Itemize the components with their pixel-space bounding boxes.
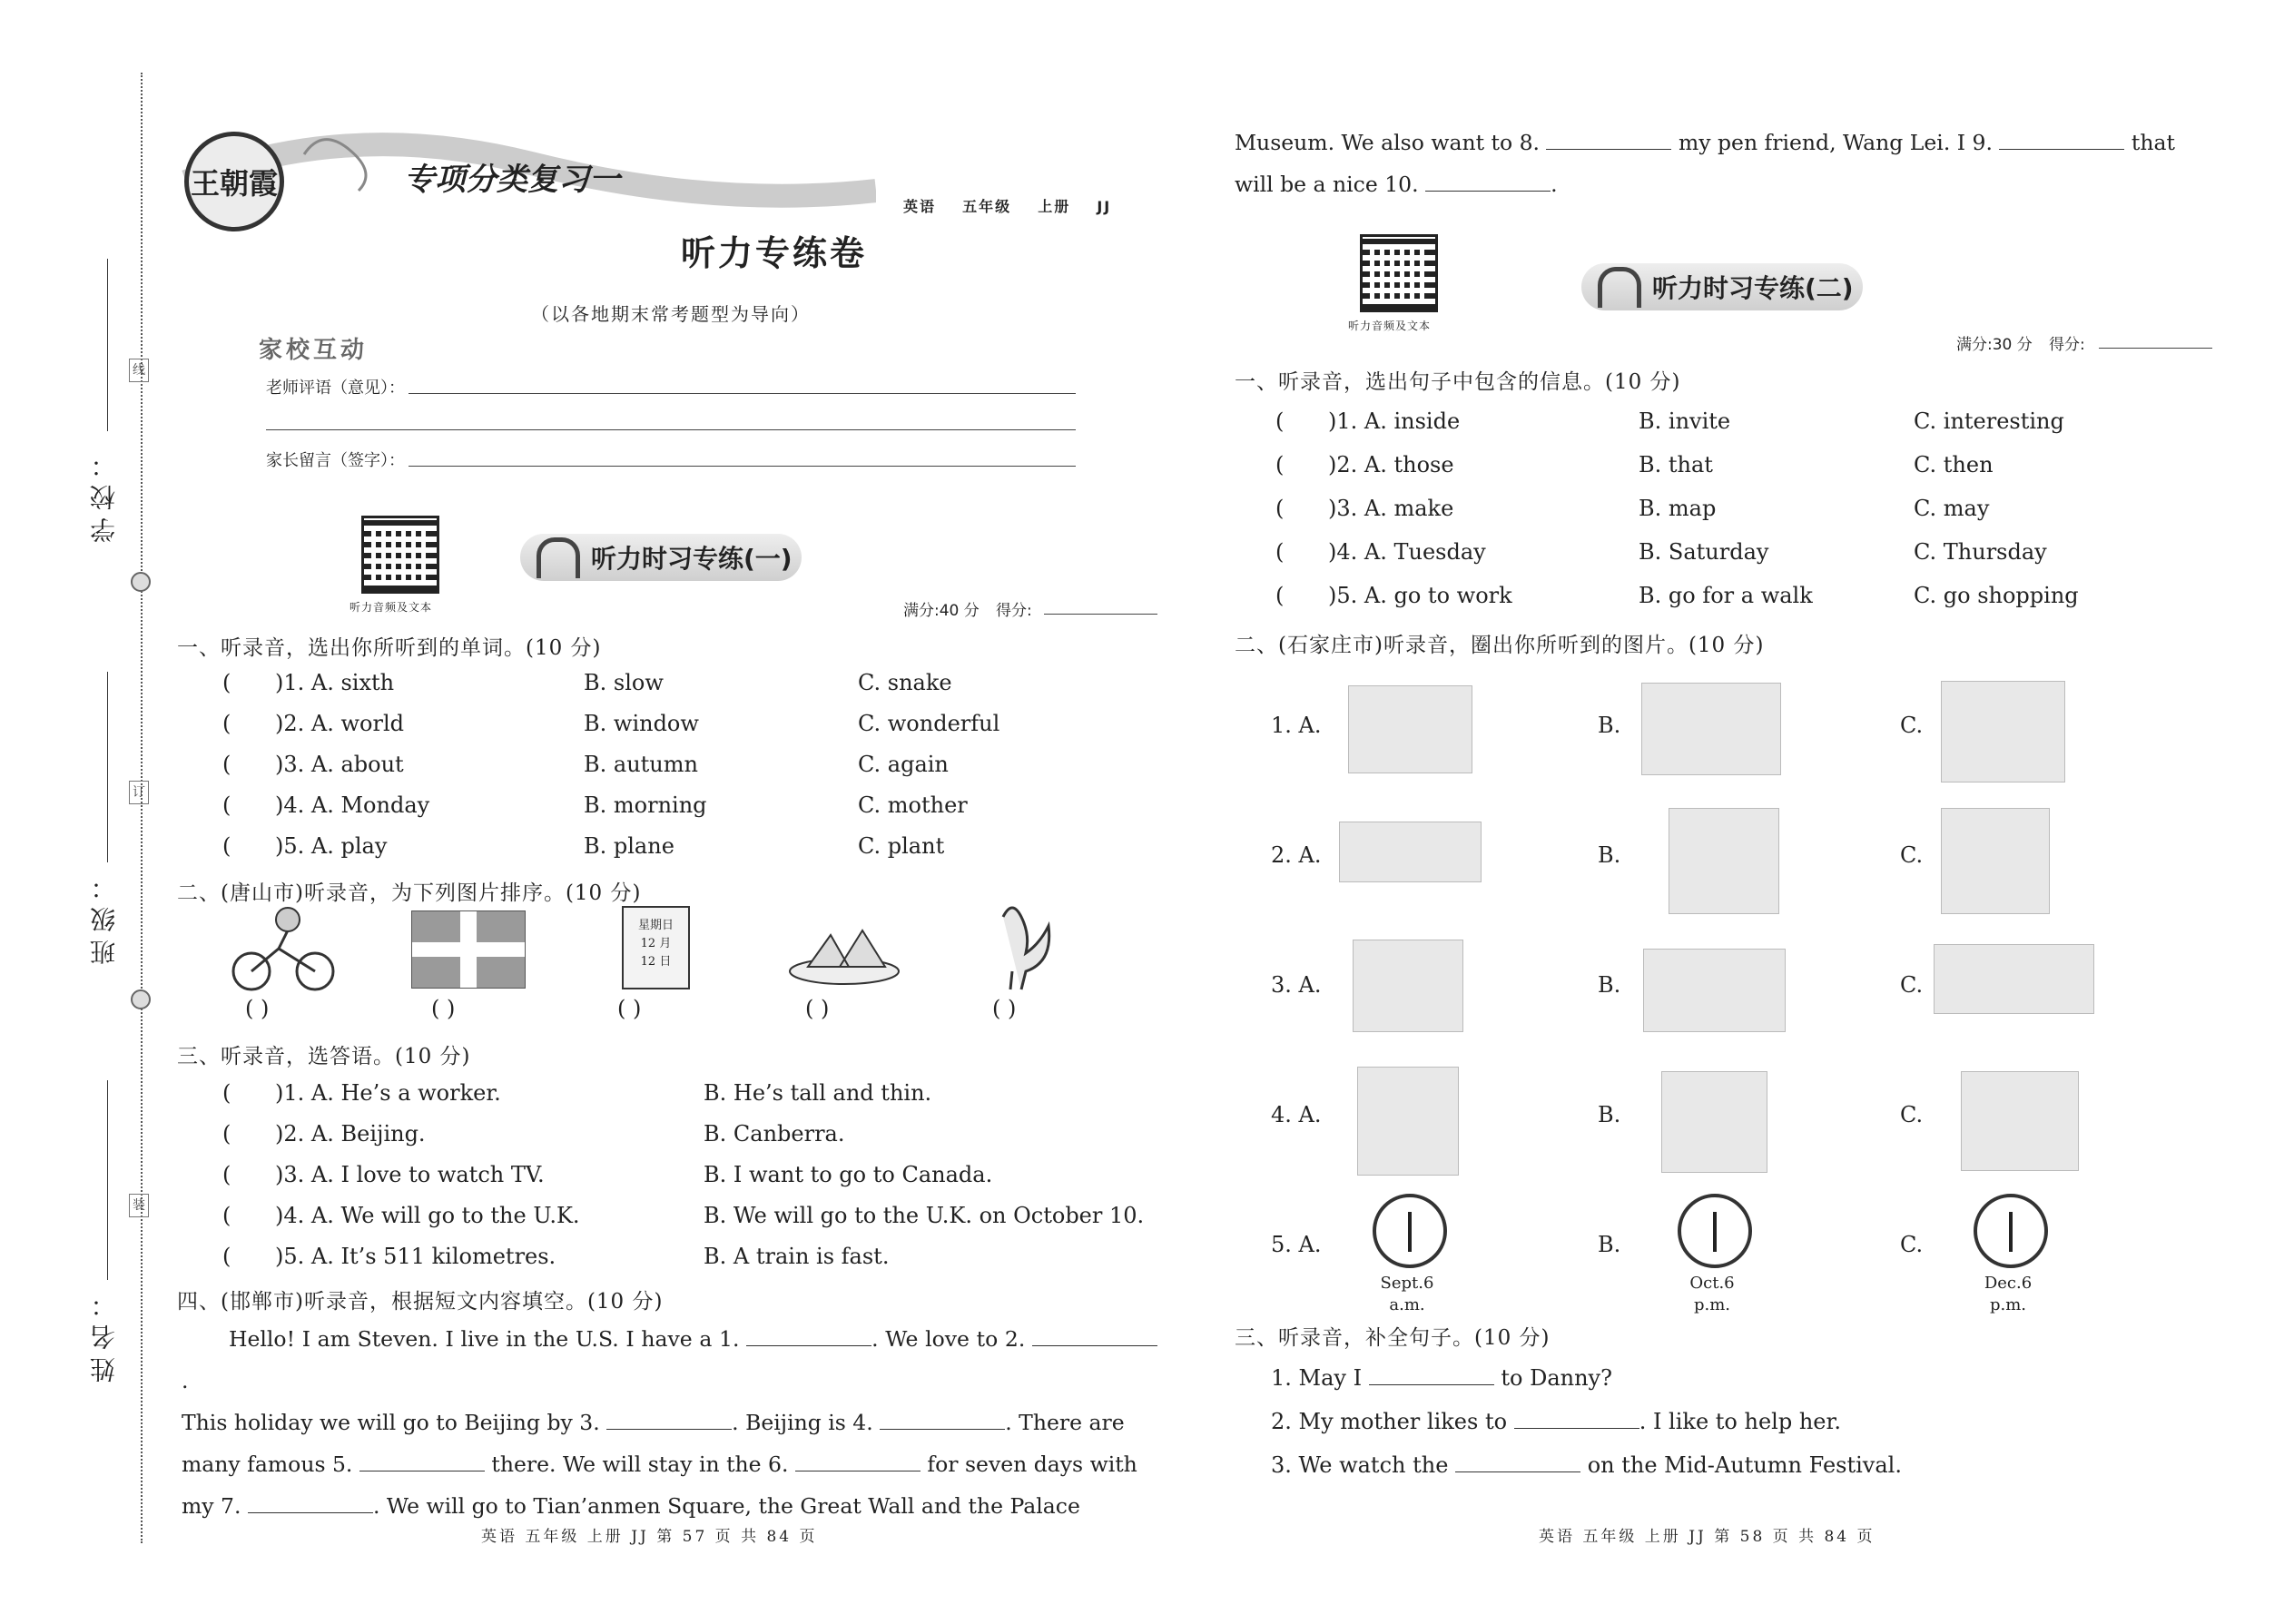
option-b[interactable]: B. We will go to the U.K. on October 10.	[704, 1203, 1145, 1228]
option-a[interactable]: )5. A. go to work	[1328, 583, 1512, 608]
option-c[interactable]: C. interesting	[1914, 408, 2064, 434]
answer-bracket[interactable]: (	[222, 1203, 231, 1228]
section-4-title: 四、(邯郸市)听录音，根据短文内容填空。(10 分)	[177, 1290, 664, 1314]
answer-bracket[interactable]: (	[222, 833, 231, 859]
blank-8[interactable]	[1546, 129, 1671, 150]
qr-caption: 听力音频及文本	[1348, 320, 1432, 332]
picture-label[interactable]: B.	[1598, 972, 1621, 998]
blank-9[interactable]	[1999, 129, 2124, 150]
sentence-row	[1271, 1408, 1841, 1434]
clock-icon[interactable]	[1678, 1194, 1752, 1268]
binding-hole	[131, 572, 151, 592]
picture-label[interactable]: 3. A.	[1271, 972, 1322, 998]
binding-mark: 订	[129, 781, 149, 804]
answer-bracket[interactable]: (	[1275, 539, 1285, 565]
passage: Hello! I am Steven. I live in the U.S. I have a 1. . We love to 2. . This holiday we will go to Beijing by 3. . Beijing is 4. . There are many famous 5. there. We will stay in the 6. for seven days with my 7. . We will go to Tian’anmen Square, the Great Wall and the Palace	[182, 1318, 1157, 1527]
option-c[interactable]: C. may	[1914, 496, 1990, 521]
shopping-image[interactable]	[1961, 1071, 2079, 1171]
family-photo-image[interactable]	[1348, 685, 1472, 773]
clock-period: p.m.	[1989, 1295, 2027, 1314]
answer-bracket[interactable]: (	[222, 792, 231, 818]
section-2-title: 二、(唐山市)听录音，为下列图片排序。(10 分)	[177, 881, 642, 905]
blank-2[interactable]	[1032, 1325, 1157, 1346]
option-c[interactable]: C. go shopping	[1914, 583, 2079, 608]
answer-bracket[interactable]: (	[222, 752, 231, 777]
blank-6[interactable]	[795, 1451, 921, 1471]
clock-period: a.m.	[1389, 1295, 1425, 1314]
option-b[interactable]: B. map	[1639, 496, 1717, 521]
blank-4[interactable]	[880, 1409, 1005, 1430]
answer-bracket[interactable]: (	[222, 711, 231, 736]
passage-text: for seven days with	[927, 1452, 1137, 1477]
name-label: 姓名：	[89, 1284, 119, 1383]
option-a[interactable]: )4. A. Tuesday	[1328, 539, 1486, 565]
tag-grade: 五年级	[962, 198, 1012, 215]
clock-caption	[1954, 1273, 2063, 1316]
passage-text: my pen friend, Wang Lei. I 9.	[1678, 130, 1993, 155]
sentence-text: on the Mid-Autumn Festival.	[1587, 1452, 1902, 1478]
option-a[interactable]: )3. A. about	[275, 752, 404, 777]
zoo-animals-image[interactable]	[1641, 683, 1781, 775]
option-a[interactable]: )5. A. It’s 511 kilometres.	[275, 1244, 556, 1269]
answer-bracket[interactable]: (	[222, 1121, 231, 1147]
school-line[interactable]	[107, 259, 108, 431]
passage-continued	[1235, 122, 2210, 205]
headphone-icon	[1598, 267, 1641, 308]
card-game-image[interactable]	[1661, 1071, 1767, 1173]
picture-label[interactable]: B.	[1598, 1232, 1621, 1257]
sentence-blank[interactable]	[1455, 1452, 1580, 1472]
option-b[interactable]: B. that	[1639, 452, 1713, 477]
binding-mark: 装	[129, 1194, 149, 1217]
passage-text: my 7.	[182, 1493, 241, 1519]
meta-tags	[903, 195, 1131, 216]
sentence-text: . I like to help her.	[1639, 1409, 1841, 1434]
option-c[interactable]: C. again	[858, 752, 949, 777]
sentence-text: to Danny?	[1501, 1365, 1612, 1391]
section-1-title: 一、听录音，选出你所听到的单词。(10 分)	[177, 636, 602, 660]
option-a[interactable]: )4. A. We will go to the U.K.	[275, 1203, 580, 1228]
family-dinner-image[interactable]	[1941, 681, 2065, 782]
option-c[interactable]: C. Thursday	[1914, 539, 2047, 565]
parent-comment-label: 家长留言（签字）：	[266, 451, 405, 470]
answer-bracket[interactable]: ( )	[805, 996, 830, 1021]
boy-on-bike-image	[224, 903, 342, 994]
clock-caption	[1353, 1273, 1462, 1316]
blank-7[interactable]	[248, 1492, 373, 1513]
tag-term: 上册	[1038, 198, 1071, 215]
practice-title: 听力时习专练(二)	[1652, 273, 1854, 303]
full-score: 满分:40 分	[903, 602, 980, 620]
teacher-comment-label: 老师评语（意见）：	[266, 379, 405, 398]
option-b[interactable]: B. window	[584, 711, 699, 736]
qr-code-icon[interactable]	[1360, 234, 1438, 312]
blank-3[interactable]	[606, 1409, 732, 1430]
dumplings-image	[785, 917, 903, 989]
qr-caption: 听力音频及文本	[350, 601, 433, 614]
passage-text: . We will go to Tian’anmen Square, the Great Wall and the Palace	[372, 1493, 1080, 1519]
passage-text: will be a nice 10.	[1235, 172, 1419, 197]
option-a[interactable]: )3. A. I love to watch TV.	[275, 1162, 545, 1187]
name-line[interactable]	[107, 1080, 108, 1280]
option-b[interactable]: B. Saturday	[1639, 539, 1769, 565]
binding-hole	[131, 989, 151, 1009]
option-a[interactable]: )2. A. those	[1328, 452, 1454, 477]
practice-title-pill	[520, 534, 802, 581]
full-score: 满分:30 分	[1956, 336, 2033, 354]
option-a[interactable]: )3. A. make	[1328, 496, 1454, 521]
picture-label[interactable]: B.	[1598, 842, 1621, 868]
calendar-day: 星期日	[637, 919, 674, 932]
clock-icon[interactable]	[1373, 1194, 1447, 1268]
passage-text: many famous 5.	[182, 1452, 353, 1477]
option-c[interactable]: C. snake	[858, 670, 952, 695]
option-b[interactable]: B. slow	[584, 670, 664, 695]
sydney-opera-house-image[interactable]	[1339, 822, 1482, 882]
section-3-title: 三、听录音，补全句子。(10 分)	[1235, 1326, 1551, 1350]
picture-label[interactable]: C.	[1900, 1102, 1924, 1127]
score-label: 得分:	[2049, 336, 2085, 354]
sentence-blank[interactable]	[1369, 1364, 1494, 1385]
picture-label[interactable]: C.	[1900, 1232, 1924, 1257]
passage-text: there. We will stay in the 6.	[491, 1452, 789, 1477]
answer-bracket[interactable]: (	[1275, 452, 1285, 477]
picture-label[interactable]: 1. A.	[1271, 713, 1322, 738]
option-c[interactable]: C. then	[1914, 452, 1994, 477]
tag-subject: 英语	[903, 198, 937, 215]
big-ben-image[interactable]	[1669, 808, 1779, 914]
section-3-title: 三、听录音，选答语。(10 分)	[177, 1045, 471, 1068]
banner-title: 专项分类复习一	[404, 162, 620, 198]
great-wall-image[interactable]	[1353, 940, 1463, 1032]
option-a[interactable]: )1. A. He’s a worker.	[275, 1080, 501, 1106]
option-a[interactable]: )1. A. sixth	[275, 670, 395, 695]
answer-bracket[interactable]: (	[222, 1244, 231, 1269]
passage-text: .	[1551, 172, 1558, 197]
calendar-date: 12 日	[640, 955, 672, 969]
picture-label[interactable]: C.	[1900, 842, 1924, 868]
tag-edition: JJ	[1097, 198, 1112, 215]
option-b[interactable]: B. I want to go to Canada.	[704, 1162, 993, 1187]
left-page	[159, 0, 1167, 1624]
blank-5[interactable]	[359, 1451, 485, 1471]
answer-bracket[interactable]: (	[1275, 496, 1285, 521]
teacher-comment-line[interactable]	[409, 393, 1076, 394]
option-b[interactable]: B. autumn	[584, 752, 698, 777]
option-c[interactable]: C. mother	[858, 792, 968, 818]
practice-title-pill	[1581, 263, 1863, 310]
option-a[interactable]: )1. A. inside	[1328, 408, 1461, 434]
option-c[interactable]: C. wonderful	[858, 711, 1000, 736]
clock-period: p.m.	[1693, 1295, 1731, 1314]
white-house-image[interactable]	[1643, 949, 1786, 1032]
class-line[interactable]	[107, 672, 108, 862]
headphone-icon	[537, 537, 580, 578]
option-a[interactable]: )2. A. world	[275, 711, 404, 736]
section-2-title: 二、(石家庄市)听录音，圈出你所听到的图片。(10 分)	[1235, 634, 1765, 657]
qr-code-icon[interactable]	[361, 516, 439, 594]
picture-label[interactable]: B.	[1598, 713, 1621, 738]
playing-piano-image[interactable]	[1357, 1067, 1459, 1176]
score-label: 得分:	[996, 602, 1032, 620]
binding-dotted-line	[141, 73, 143, 1543]
answer-bracket[interactable]: ( )	[992, 996, 1017, 1021]
page-subtitle: （以各地期末常考题型为导向）	[531, 303, 811, 325]
cn-tower-image[interactable]	[1941, 808, 2050, 914]
page-title: 听力专练卷	[681, 232, 868, 273]
blank-10[interactable]	[1425, 171, 1551, 192]
section-1-title: 一、听录音，选出句子中包含的信息。(10 分)	[1235, 370, 1681, 394]
picture-label[interactable]: B.	[1598, 1102, 1621, 1127]
option-b[interactable]: B. invite	[1639, 408, 1731, 434]
page-footer: 英语 五年级 上册 JJ 第 57 页 共 84 页	[481, 1528, 818, 1546]
class-label: 班级：	[89, 867, 119, 965]
calendar-image	[622, 906, 690, 989]
passage-text: . Beijing is 4.	[732, 1410, 873, 1435]
passage-text: This holiday we will go to Beijing by 3.	[182, 1410, 600, 1435]
option-b[interactable]: B. A train is fast.	[704, 1244, 890, 1269]
sentence-text: 1. May I	[1271, 1365, 1363, 1391]
sentence-text: 3. We watch the	[1271, 1452, 1449, 1478]
picture-label[interactable]: 5. A.	[1271, 1232, 1322, 1257]
right-page	[1235, 0, 2224, 1624]
option-b[interactable]: B. Canberra.	[704, 1121, 845, 1147]
score-field[interactable]	[1044, 614, 1157, 615]
answer-bracket[interactable]: (	[222, 1162, 231, 1187]
picture-label[interactable]: 4. A.	[1271, 1102, 1322, 1127]
school-label: 学校：	[89, 445, 119, 543]
sentence-row	[1271, 1364, 1612, 1391]
clock-date: Sept.6	[1380, 1274, 1434, 1293]
passage-text: . There are	[1005, 1410, 1125, 1435]
rooster-image	[976, 899, 1058, 994]
option-b[interactable]: B. plane	[584, 833, 674, 859]
teacher-comment-line[interactable]	[266, 429, 1076, 430]
option-b[interactable]: B. go for a walk	[1639, 583, 1813, 608]
picture-label[interactable]: C.	[1900, 713, 1924, 738]
practice-title: 听力时习专练(一)	[591, 544, 793, 574]
brand-seal: 王朝霞	[184, 132, 284, 231]
picture-label[interactable]: 2. A.	[1271, 842, 1322, 868]
option-b[interactable]: B. He’s tall and thin.	[704, 1080, 932, 1106]
clock-caption	[1658, 1273, 1767, 1316]
option-a[interactable]: )4. A. Monday	[275, 792, 430, 818]
passage-text: . We love to 2.	[871, 1326, 1026, 1352]
sentence-blank[interactable]	[1514, 1408, 1639, 1429]
uk-flag-image	[411, 910, 526, 989]
parent-comment-line[interactable]	[409, 466, 1076, 467]
option-b[interactable]: B. morning	[584, 792, 707, 818]
calendar-month: 12 月	[640, 937, 672, 950]
answer-bracket[interactable]: (	[1275, 583, 1285, 608]
answer-bracket[interactable]: (	[222, 1080, 231, 1106]
option-c[interactable]: C. plant	[858, 833, 945, 859]
option-a[interactable]: )2. A. Beijing.	[275, 1121, 426, 1147]
clock-date: Dec.6	[1984, 1274, 2033, 1293]
sentence-text: 2. My mother likes to	[1271, 1409, 1508, 1434]
answer-bracket[interactable]: (	[1275, 408, 1285, 434]
binding-mark: 线	[129, 359, 149, 382]
blank-1[interactable]	[746, 1325, 871, 1346]
home-school-label: 家校互动	[259, 337, 369, 364]
answer-bracket[interactable]: ( )	[431, 996, 456, 1021]
passage-text: that	[2131, 130, 2175, 155]
answer-bracket[interactable]: ( )	[245, 996, 270, 1021]
tiananmen-image[interactable]	[1934, 944, 2094, 1014]
option-a[interactable]: )5. A. play	[275, 833, 388, 859]
passage-text: Museum. We also want to 8.	[1235, 130, 1540, 155]
page-footer: 英语 五年级 上册 JJ 第 58 页 共 84 页	[1539, 1528, 1876, 1546]
picture-label[interactable]: C.	[1900, 972, 1924, 998]
sentence-row	[1271, 1452, 1902, 1478]
clock-icon[interactable]	[1974, 1194, 2048, 1268]
score-field[interactable]	[2099, 348, 2212, 349]
answer-bracket[interactable]: (	[222, 670, 231, 695]
answer-bracket[interactable]: ( )	[617, 996, 642, 1021]
passage-text: Hello! I am Steven. I live in the U.S. I have a 1.	[229, 1326, 740, 1352]
clock-date: Oct.6	[1689, 1274, 1735, 1293]
